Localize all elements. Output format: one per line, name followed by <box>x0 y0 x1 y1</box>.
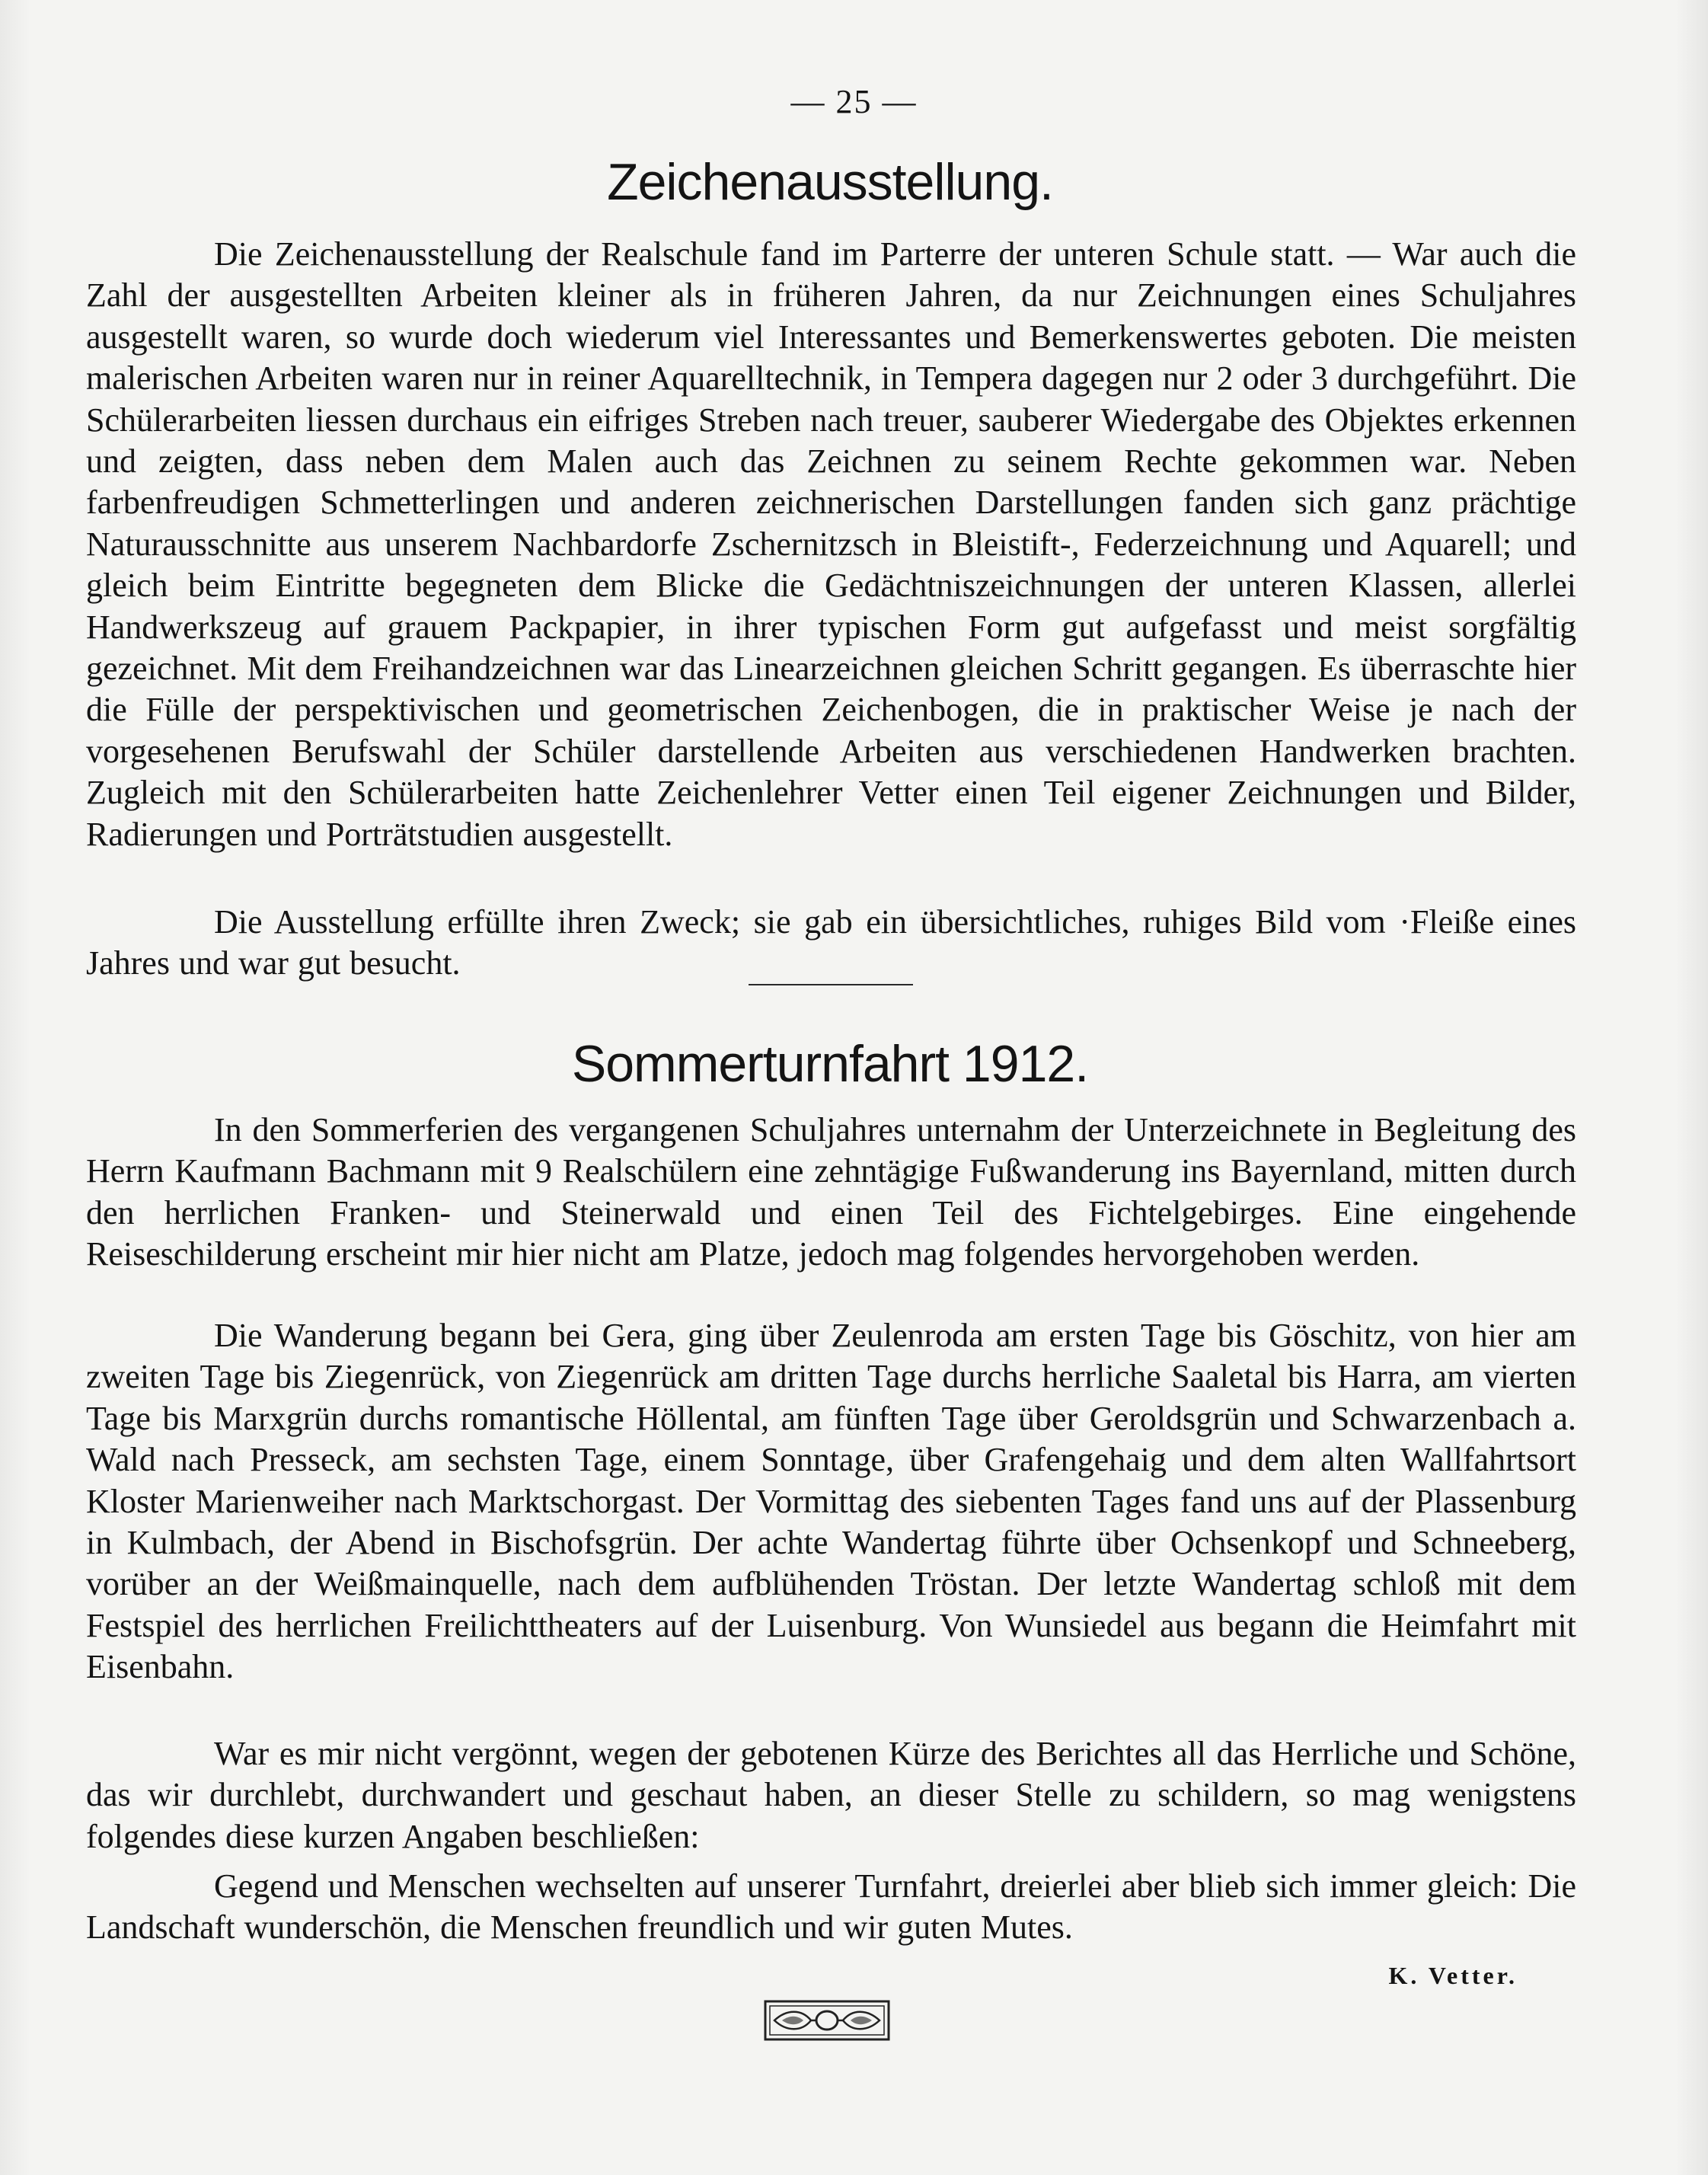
paragraph-zeichenausstellung-2: Die Ausstellung erfüllte ihren Zweck; sie gab ein übersichtliches, ruhiges Bild vom ·Fleiße eines Jahres und war gut besucht. <box>86 903 1576 982</box>
vignette-ornament-icon <box>764 2000 890 2041</box>
page-number: — 25 — <box>790 83 918 120</box>
paragraph-sommerturnfahrt-2: Die Wanderung begann bei Gera, ging über Zeulenroda am ersten Tage bis Göschitz, von hier am zweiten Tage bis Ziegenrück, von Ziegenrück am dritten Tage durchs herrliche Saaletal bis Harra, am vierten Tage bis Marxgrün durchs romantische Höllental, am fünften Tage über Geroldsgrün und Schwarzenbach a. Wald nach Presseck, am sechsten Tage, einem Sonntage, über Grafengehaig und dem alten Wallfahrtsort Kloster Marienweiher nach Marktschorgast. Der Vormittag des siebenten Tages fand uns auf der Plassenburg in Kulmbach, der Abend in Bischofsgrün. Der achte Wandertag führte über Ochsenkopf und Schneeberg, vorüber an der Weißmainquelle, nach dem aufblühenden Tröstan. Der letzte Wandertag schloß mit dem Festspiel des herrlichen Freilichttheaters auf der Luisenburg. Von Wunsiedel aus begann die Heimfahrt mit Eisenbahn. <box>86 1317 1576 1686</box>
paragraph-sommerturnfahrt-4: Gegend und Menschen wechselten auf unserer Turnfahrt, dreierlei aber blieb sich immer gleich: Die Landschaft wunderschön, die Menschen freundlich und wir guten Mutes. <box>86 1867 1576 1947</box>
paragraph-sommerturnfahrt-3: War es mir nicht vergönnt, wegen der gebotenen Kürze des Berichtes all das Herrliche und Schöne, das wir durchlebt, durchwandert und geschaut haben, an dieser Stelle zu schildern, so mag wenigstens folgendes diese kurzen Angaben beschließen: <box>86 1735 1576 1855</box>
author-signature: K. Vetter. <box>1388 1962 1518 1989</box>
paragraph-sommerturnfahrt-1: In den Sommerferien des vergangenen Schuljahres unternahm der Unterzeichnete in Begleitung des Herrn Kaufmann Bachmann mit 9 Realschülern eine zehntägige Fußwanderung ins Bayernland, mitten durch den herrlichen Franken- und Steinerwald und einen Teil des Fichtelgebirges. Eine eingehende Reiseschilderung erscheint mir hier nicht am Platze, jedoch mag folgendes hervorgehoben werden. <box>86 1111 1576 1273</box>
section-divider <box>749 984 913 985</box>
paragraph-zeichenausstellung-1: Die Zeichenausstellung der Realschule fand im Parterre der unteren Schule statt. — War auch die Zahl der ausgestellten Arbeiten kleiner als in früheren Jahren, da nur Zeichnungen eines Schuljahres ausgestellt waren, so wurde doch wiederum viel Interessantes und Bemerkenswertes geboten. Die meisten malerischen Arbeiten waren nur in reiner Aquarelltechnik, in Tempera dagegen nur 2 oder 3 durchgeführt. Die Schülerarbeiten liessen durchaus ein eifriges Streben nach treuer, sauberer Wiedergabe des Objektes erkennen und zeigten, dass neben dem Malen auch das Zeichnen zu seinem Rechte gekommen war. Neben farbenfreudigen Schmetterlingen und anderen zeichnerischen Darstellungen fanden sich ganz prächtige Naturausschnitte aus unserem Nachbardorfe Zschernitzsch in Bleistift-, Federzeichnung und Aquarell; und gleich beim Eintritte begegneten dem Blicke die Gedächtniszeichnungen der unteren Klassen, allerlei Handwerkszeug auf grauem Packpapier, in ihrer typischen Form gut aufgefasst und meist sorgfältig gezeichnet. Mit dem Freihandzeichnen war das Linearzeichnen gleichen Schritt gegangen. Es überraschte hier die Fülle der perspektivischen und geometrischen Zeichenbogen, die in praktischer Weise je nach der vorgesehenen Berufswahl der Schüler darstellende Arbeiten aus verschiedenen Handwerken brachten. Zugleich mit den Schülerarbeiten hatte Zeichenlehrer Vetter einen Teil eigener Zeichnungen und Bilder, Radierungen und Porträtstudien ausgestellt. <box>86 235 1576 853</box>
section-title-zeichenausstellung: Zeichenausstellung. <box>607 153 1053 211</box>
section-title-sommerturnfahrt: Sommerturnfahrt 1912. <box>571 1035 1089 1093</box>
